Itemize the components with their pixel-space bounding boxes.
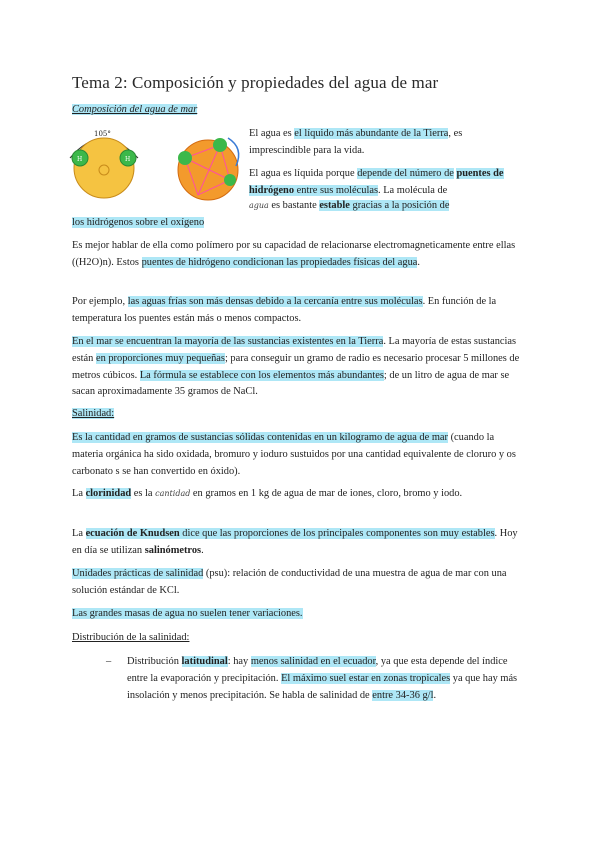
text: (cuando la materia orgánica ha sido oxidada, bromuro y ioduro sustuidos por una cantidad equivalente de cloruro y os carbonato s se han convertido en óxido). [72,432,516,477]
text: . La mayoría de estas sustancias están [72,336,517,364]
text: , ya que esta depende del índice entre la evaporación y precipitación. [127,656,508,684]
text: El agua es [249,128,295,139]
text: : hay [227,656,251,667]
section-heading-text: Salinidad: [72,408,115,419]
highlight: menos salinidad en el ecuador [250,656,376,667]
highlight: En el mar se encuentran la mayoría de las sustancias existentes en la Tierra [72,336,384,347]
text: (psu): relación de conductividad de una muestra de agua de mar con una solución estándar de KCl. [72,568,507,596]
highlight: en proporciones muy pequeñas [95,352,225,364]
text: ya que hay más insolación y menos precipitación. Se habla de salinidad de [127,672,518,701]
highlight: gracias a la posición de [349,200,450,211]
highlight: los hidrógenos sobre el oxígeno [72,216,205,228]
oxygen-atom [74,138,134,198]
highlight-bold: puentes de hidrógeno [249,168,504,196]
paragraph-liquid-hbonds [249,166,519,200]
list-bullet-dash: – [106,656,112,667]
underlined-text: Distribución de la salinidad: [72,632,190,643]
text: . Hoy en día se utilizan [72,528,518,556]
highlight: Unidades prácticas de salinidad [72,568,204,579]
water-molecule-diagram [60,120,245,210]
paragraph-substances [72,334,527,401]
handwritten-word-agua: agua [249,201,269,210]
section-heading-text: Composición del agua de mar [72,104,198,115]
paragraph-liquid-hbonds-cont [72,198,527,232]
highlight: las aguas frías son más densas debido a la cercanía entre sus moléculas [127,296,423,307]
h-label-right: H [125,156,131,163]
highlight: entre 34-36 g/l [372,689,434,701]
section-heading-salinity [72,406,527,423]
highlight-bold: ecuación de Knudsen [85,528,180,539]
paragraph-water-abundant [249,126,519,160]
highlight-bold: clorinidad [85,488,132,499]
text: Es mejor hablar de ella como polímero por su capacidad de relacionarse electromagneticamente entre ellas ((H2O)n). Estos [72,240,516,268]
text: . [433,689,437,701]
text: . [201,544,204,556]
paragraph-psu [72,566,527,600]
tetra-hydrogen-1 [178,151,192,165]
text: , es imprescindible para la vida. [249,128,463,156]
highlight: Es la cantidad en gramos de sustancias sólidas contenidas en un kilogramo de agua de mar [72,432,448,443]
text: El agua es líquida porque [249,168,358,179]
highlight: Las grandes masas de agua no suelen tener variaciones. [72,608,303,619]
page-title: Tema 2: Composición y propiedades del agua de mar [72,73,439,92]
highlight: depende del número de [357,168,454,179]
text: Por ejemplo, [72,296,128,307]
angle-label: 105° [94,130,111,138]
text: ; de un litro de agua de mar se sacan aproximadamente 35 gramos de NaCl. [72,369,510,398]
highlight-bold: latitudinal [181,656,228,667]
handwritten-word-cantidad: cantidad [155,489,191,498]
text: La [72,488,86,499]
paragraph-salinity-definition [72,430,527,480]
tetra-hydrogen-3 [224,174,236,186]
paragraph-density [72,294,527,328]
text: Distribución [127,656,182,667]
bold-text: salinómetros [144,544,202,556]
highlight: entre sus moléculas [294,184,379,196]
paragraph-knudsen [72,526,527,560]
highlight: el líquido más abundante de la Tierra [294,128,449,139]
paragraph-clorinidad [72,486,527,503]
paragraph-large-masses [72,606,527,623]
tetra-hydrogen-2 [213,138,227,152]
text: . La molécula de [378,184,448,196]
paragraph-distribution-heading [72,630,527,647]
text: . En función de la temperatura los puentes están más o menos compactos. [72,296,497,324]
text: es la [131,488,156,499]
highlight-bold: estable [319,200,350,211]
highlight: La fórmula se establece con los elementos más abundantes [139,369,384,381]
highlight: El máximo suel estar en zonas tropicales [281,672,451,684]
paragraph-polymer: Es mejor hablar de ella como polímero por su capacidad de relacionarse electromagneticamente entre ellas ((H2O)n). Estos puentes de hidrógeno condicionan las propiedades físicas del agua. [72,240,516,268]
text: en gramos en 1 kg de agua de mar de iones, cloro, bromo y iodo. [190,488,463,499]
h-label-left: H [77,156,83,163]
highlight: puentes de hidrógeno condicionan las propiedades físicas del agua [141,256,418,268]
highlight: dice que las proporciones de los principales componentes son muy estables [179,528,495,539]
list-item-latitudinal [127,654,527,704]
text: ; para conseguir un gramo de radio es necesario procesar 5 millones de metros cúbicos. [72,352,520,381]
text: es bastante [268,200,320,211]
text: La [72,528,86,539]
section-heading-composition [72,102,527,119]
